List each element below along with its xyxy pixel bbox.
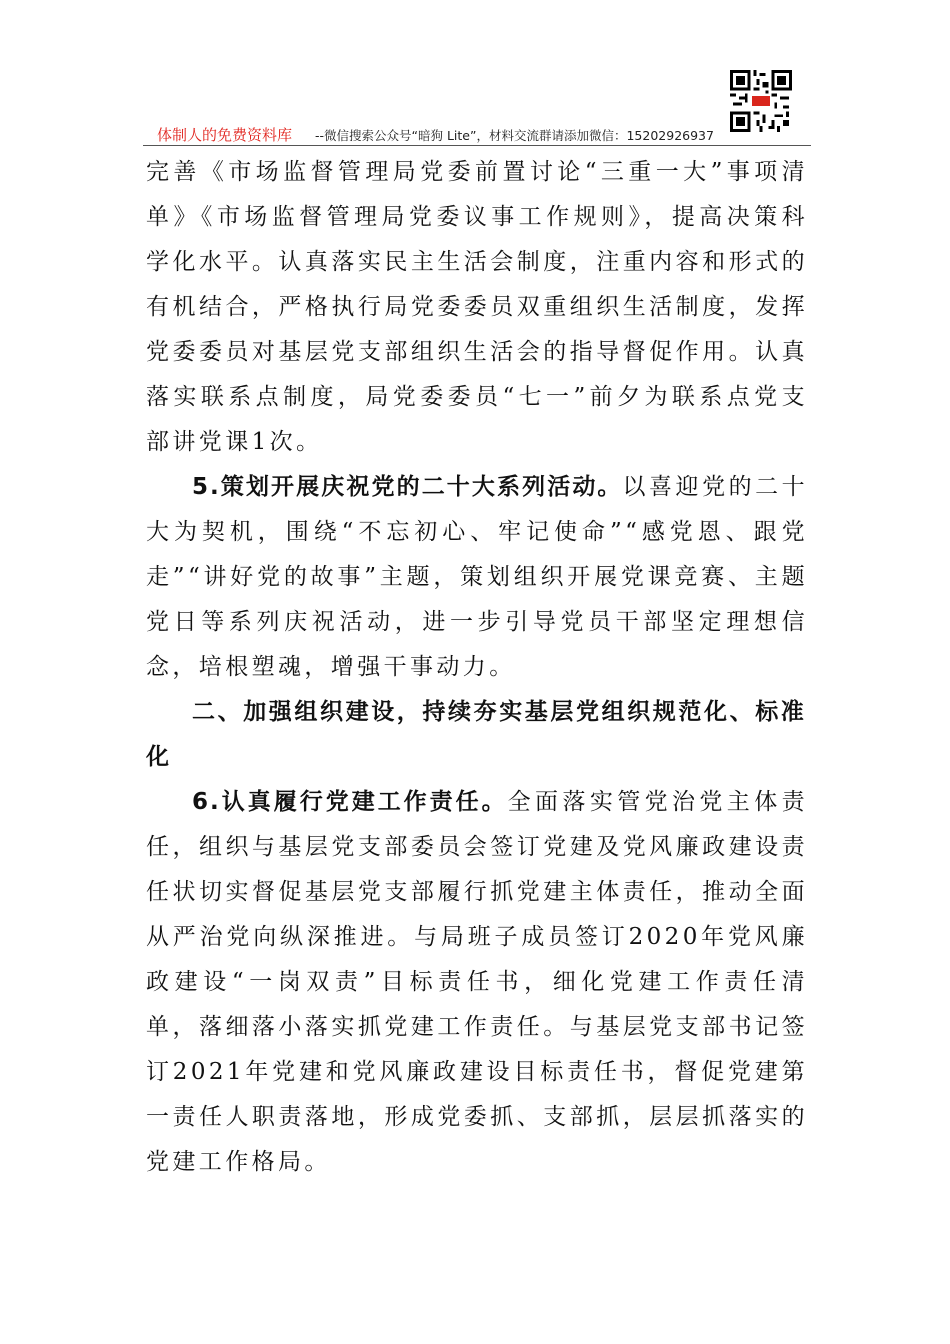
paragraph-item-5 [146, 465, 808, 690]
header-note: --微信搜索公众号“暗狗 Lite”，材料交流群请添加微信：15202926937 [315, 128, 714, 143]
paragraph-item-6 [146, 780, 808, 1185]
item-6-text: 全面落实管党治党主体责任，组织与基层党支部委员会签订党建及党风廉政建设责任状切实督促基层党支部履行抓党建主体责任，推动全面从严治党向纵深推进。与局班子成员签订2020年党风廉政建设“一岗双责”目标责任书，细化党建工作责任清单，落细落小落实抓党建工作责任。与基层党支部书记签订2021年党建和党风廉政建设目标责任书，督促党建第一责任人职责落地，形成党委抓、支部抓，层层抓落实的党建工作格局。 [146, 789, 808, 1175]
item-5-title: 5.策划开展庆祝党的二十大系列活动。 [192, 474, 623, 500]
document-body [146, 150, 808, 1185]
section-2-heading: 二、加强组织建设，持续夯实基层党组织规范化、标准化 [146, 699, 807, 770]
item-6-title: 6.认真履行党建工作责任。 [192, 789, 508, 815]
qr-code-icon [730, 70, 792, 132]
header-divider [143, 145, 811, 146]
header-brand: 体制人的免费资料库 [157, 126, 293, 144]
paragraph-1: 完善《市场监督管理局党委前置讨论“三重一大”事项清单》《市场监督管理局党委议事工作规则》，提高决策科学化水平。认真落实民主生活会制度，注重内容和形式的有机结合，严格执行局党委委员双重组织生活制度，发挥党委委员对基层党支部组织生活会的指导督促作用。认真落实联系点制度，局党委委员“七一”前夕为联系点党支部讲党课1次。 [146, 159, 808, 455]
item-5-text: 以喜迎党的二十大为契机，围绕“不忘初心、牢记使命”“感党恩、跟党走”“讲好党的故事”主题，策划组织开展党课竞赛、主题党日等系列庆祝活动，进一步引导党员干部坚定理想信念，培根塑魂，增强干事动力。 [146, 474, 808, 680]
page-header [143, 70, 811, 142]
